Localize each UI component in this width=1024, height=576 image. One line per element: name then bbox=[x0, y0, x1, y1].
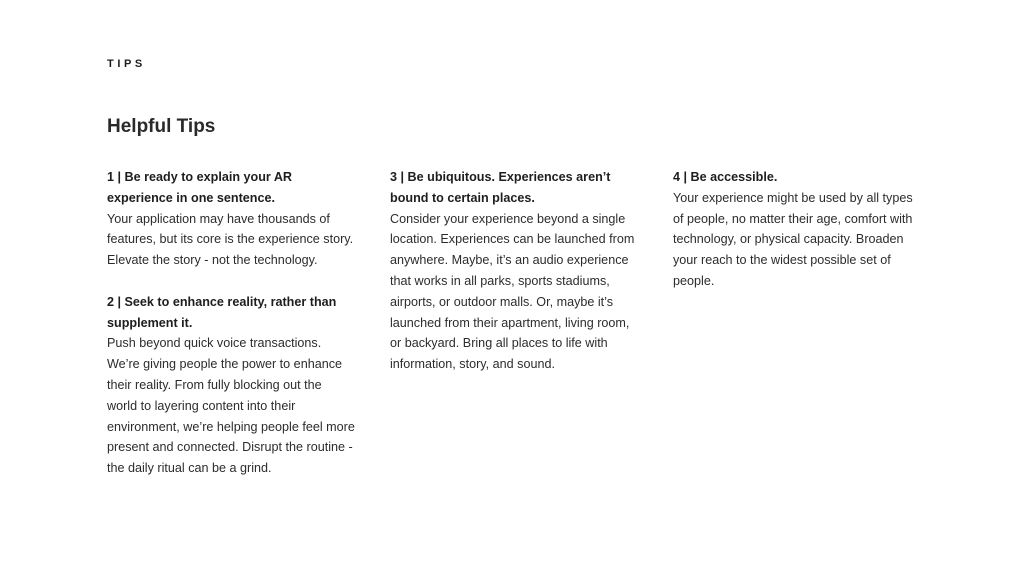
tip-4-body: Your experience might be used by all types of people, no matter their age, comfort with technology, or physical capacity. Broaden your reach to the widest possible set of people. bbox=[673, 190, 913, 288]
tip-2-body: Push beyond quick voice transactions. We’re giving people the power to enhance their reality. From fully blocking out the world to layering content into their environment, we’re helping people feel more present and connected. Disrupt the routine - the daily ritual can be a grind. bbox=[107, 336, 355, 476]
tip-2 bbox=[107, 292, 355, 479]
tip-1 bbox=[107, 167, 355, 271]
tip-1-title: 1 | Be ready to explain your AR experience in one sentence. bbox=[107, 170, 293, 205]
page-title: Helpful Tips bbox=[107, 116, 216, 137]
tips-column-2 bbox=[390, 167, 638, 375]
section-label: TIPS bbox=[107, 58, 146, 70]
tips-column-1 bbox=[107, 167, 355, 479]
tip-3-body: Consider your experience beyond a single location. Experiences can be launched from anywhere. Maybe, it’s an audio experience that works in all parks, sports stadiums, airports, or outdoor malls. Or, maybe it’s launched from their apartment, living room, or backyard. Bring all places to life with information, story, and sound. bbox=[390, 211, 635, 372]
tip-2-title: 2 | Seek to enhance reality, rather than supplement it. bbox=[107, 294, 337, 330]
tip-3-title: 3 | Be ubiquitous. Experiences aren’t bound to certain places. bbox=[390, 170, 611, 205]
tip-1-body: Your application may have thousands of features, but its core is the experience story. Elevate the story - not the technology. bbox=[107, 211, 354, 268]
tip-4 bbox=[673, 167, 921, 292]
tip-4-title: 4 | Be accessible. bbox=[673, 170, 778, 184]
tip-3 bbox=[390, 167, 638, 375]
tips-column-3 bbox=[673, 167, 921, 292]
